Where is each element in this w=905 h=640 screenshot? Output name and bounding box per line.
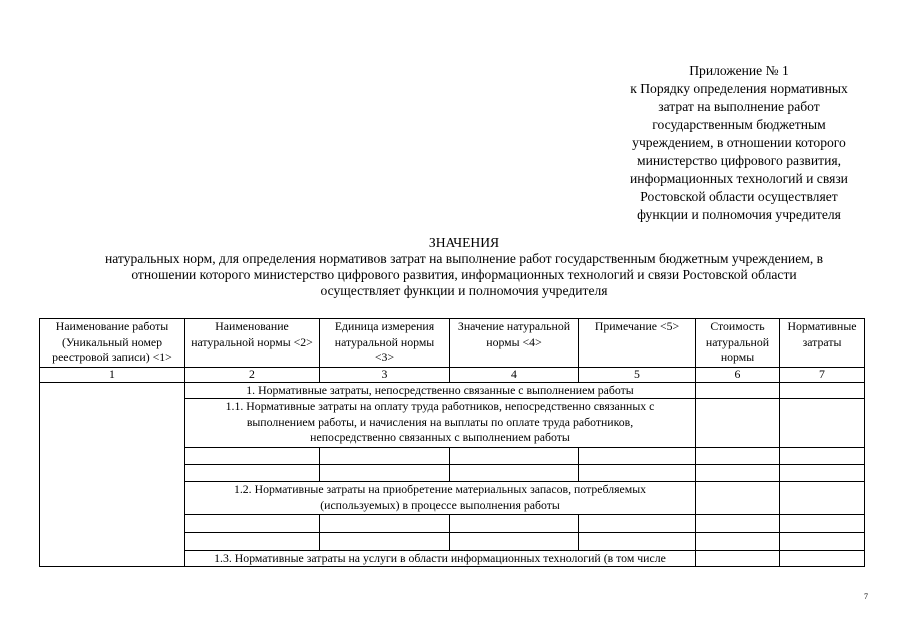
table-cell xyxy=(780,482,865,515)
table-cell xyxy=(185,448,320,465)
table-cell xyxy=(780,533,865,551)
header-cell: Наименование натуральной нормы <2> xyxy=(185,319,320,368)
section-1-2-label: 1.2. Нормативные затраты на приобретение материальных запасов, потребляемых (используемых) в процессе выполнения работы xyxy=(185,482,696,515)
table-cell xyxy=(450,533,579,551)
table-cell xyxy=(696,399,780,448)
header-cell: Примечание <5> xyxy=(579,319,696,368)
title-line: натуральных норм, для определения нормативов затрат на выполнение работ государственным бюджетным учреждением, в xyxy=(104,251,824,266)
appendix-line: государственным бюджетным xyxy=(652,117,826,132)
column-number: 6 xyxy=(696,368,780,383)
column-number: 4 xyxy=(450,368,579,383)
table-cell xyxy=(579,533,696,551)
header-cell: Нормативные затраты xyxy=(780,319,865,368)
table-cell xyxy=(185,465,320,482)
table-cell xyxy=(780,448,865,465)
section-1-3-label: 1.3. Нормативные затраты на услуги в области информационных технологий (в том числе xyxy=(185,551,696,567)
table-row xyxy=(40,383,865,399)
table-cell xyxy=(780,515,865,533)
column-number: 7 xyxy=(780,368,865,383)
column-number: 3 xyxy=(320,368,450,383)
table-cell xyxy=(696,515,780,533)
table-cell xyxy=(780,465,865,482)
table-cell xyxy=(579,465,696,482)
norms-table xyxy=(39,318,865,567)
table-cell xyxy=(185,515,320,533)
column-number: 2 xyxy=(185,368,320,383)
table-cell xyxy=(579,448,696,465)
table-cell xyxy=(320,448,450,465)
appendix-line: функции и полномочия учредителя xyxy=(637,207,841,222)
title-line: отношении которого министерство цифрового развития, информационных технологий и связи Ростовской области xyxy=(131,267,797,282)
appendix-line: учреждением, в отношении которого xyxy=(632,135,846,150)
header-cell: Наименование работы (Уникальный номер реестровой записи) <1> xyxy=(40,319,185,368)
table-cell xyxy=(780,399,865,448)
appendix-block xyxy=(608,62,870,224)
header-cell: Единица измерения натуральной нормы <3> xyxy=(320,319,450,368)
table-cell xyxy=(579,515,696,533)
table-cell xyxy=(450,465,579,482)
table-cell xyxy=(780,551,865,567)
column-number-row xyxy=(40,368,865,383)
header-cell: Значение натуральной нормы <4> xyxy=(450,319,579,368)
table-header-row xyxy=(40,319,865,368)
appendix-line: информационных технологий и связи xyxy=(630,171,848,186)
table-cell xyxy=(450,515,579,533)
work-name-cell xyxy=(40,383,185,567)
title-line: осуществляет функции и полномочия учредителя xyxy=(320,283,608,298)
section-1-1-label: 1.1. Нормативные затраты на оплату труда работников, непосредственно связанных с выполнением работы, и начисления на выплаты по оплате труда работников, непосредственно связанных с выполнением работы xyxy=(185,399,696,448)
table-cell xyxy=(696,482,780,515)
table-cell xyxy=(450,448,579,465)
column-number: 1 xyxy=(40,368,185,383)
appendix-line: к Порядку определения нормативных xyxy=(630,81,848,96)
table-cell xyxy=(780,383,865,399)
table-cell xyxy=(696,551,780,567)
section-1-label: 1. Нормативные затраты, непосредственно связанные с выполнением работы xyxy=(185,383,696,399)
appendix-line: Ростовской области осуществляет xyxy=(640,189,838,204)
table-cell xyxy=(320,465,450,482)
table-cell xyxy=(696,533,780,551)
table-cell xyxy=(696,448,780,465)
header-cell: Стоимость натуральной нормы xyxy=(696,319,780,368)
table-cell xyxy=(696,465,780,482)
column-number: 5 xyxy=(579,368,696,383)
title-heading: ЗНАЧЕНИЯ xyxy=(428,235,500,250)
table-cell xyxy=(185,533,320,551)
page-number: 7 xyxy=(864,592,868,601)
appendix-line: Приложение № 1 xyxy=(689,63,789,78)
appendix-line: затрат на выполнение работ xyxy=(658,99,820,114)
document-title xyxy=(30,235,898,299)
table-cell xyxy=(320,533,450,551)
appendix-line: министерство цифрового развития, xyxy=(637,153,841,168)
table-cell xyxy=(320,515,450,533)
table-cell xyxy=(696,383,780,399)
